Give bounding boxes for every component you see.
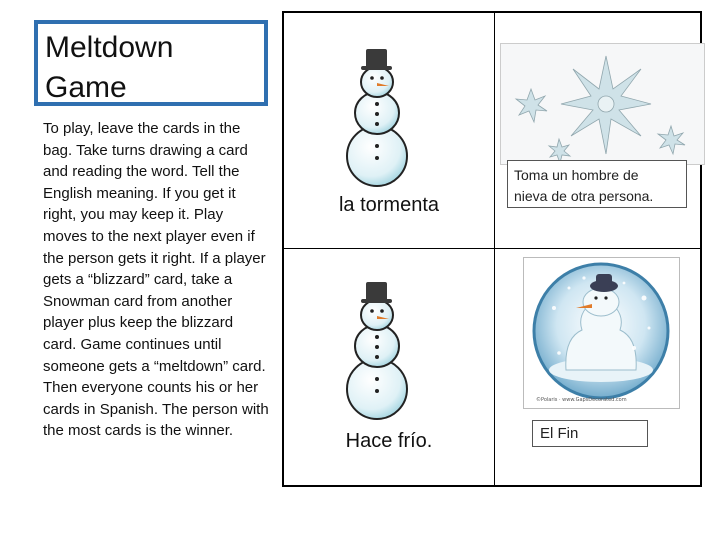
card-blizzard[interactable] — [495, 13, 702, 248]
card-word: Hace frío. — [345, 430, 433, 452]
blizzard-label-line-1: Toma un hombre de — [514, 167, 639, 183]
blizzard-label — [507, 160, 687, 208]
melting-snowman-icon — [524, 258, 679, 408]
snowman-icon — [339, 279, 414, 424]
card-meltdown[interactable] — [495, 249, 702, 485]
snowflake-icon — [501, 44, 704, 164]
snowman-icon — [339, 46, 414, 191]
blizzard-image — [500, 43, 705, 165]
card-word: la tormenta — [338, 194, 440, 216]
card-hace-frio[interactable] — [284, 249, 494, 485]
card-la-tormenta[interactable] — [284, 13, 494, 248]
title-line-1: Meltdown — [45, 31, 174, 64]
meltdown-caption: ©Polaris · www.GapsDecorated.com — [536, 397, 627, 403]
game-rules: To play, leave the cards in the bag. Take turns drawing a card and reading the word. Tell the English meaning. If you get it right, you may keep it. Play moves to the next player even if the person gets it right. If a player gets a “blizzard” card, take a Snowman card from another player plus keep the blizzard card. Game continues until someone gets a “meltdown” card. Then everyone counts his or her cards in Spanish. The person with the most cards is the winner. — [43, 120, 269, 440]
card-grid — [282, 11, 702, 487]
meltdown-label: El Fin — [532, 420, 648, 447]
game-title — [34, 20, 268, 106]
blizzard-label-line-2: nieva de otra persona. — [514, 188, 654, 204]
meltdown-image — [523, 257, 680, 409]
title-line-2: Game — [45, 71, 127, 104]
